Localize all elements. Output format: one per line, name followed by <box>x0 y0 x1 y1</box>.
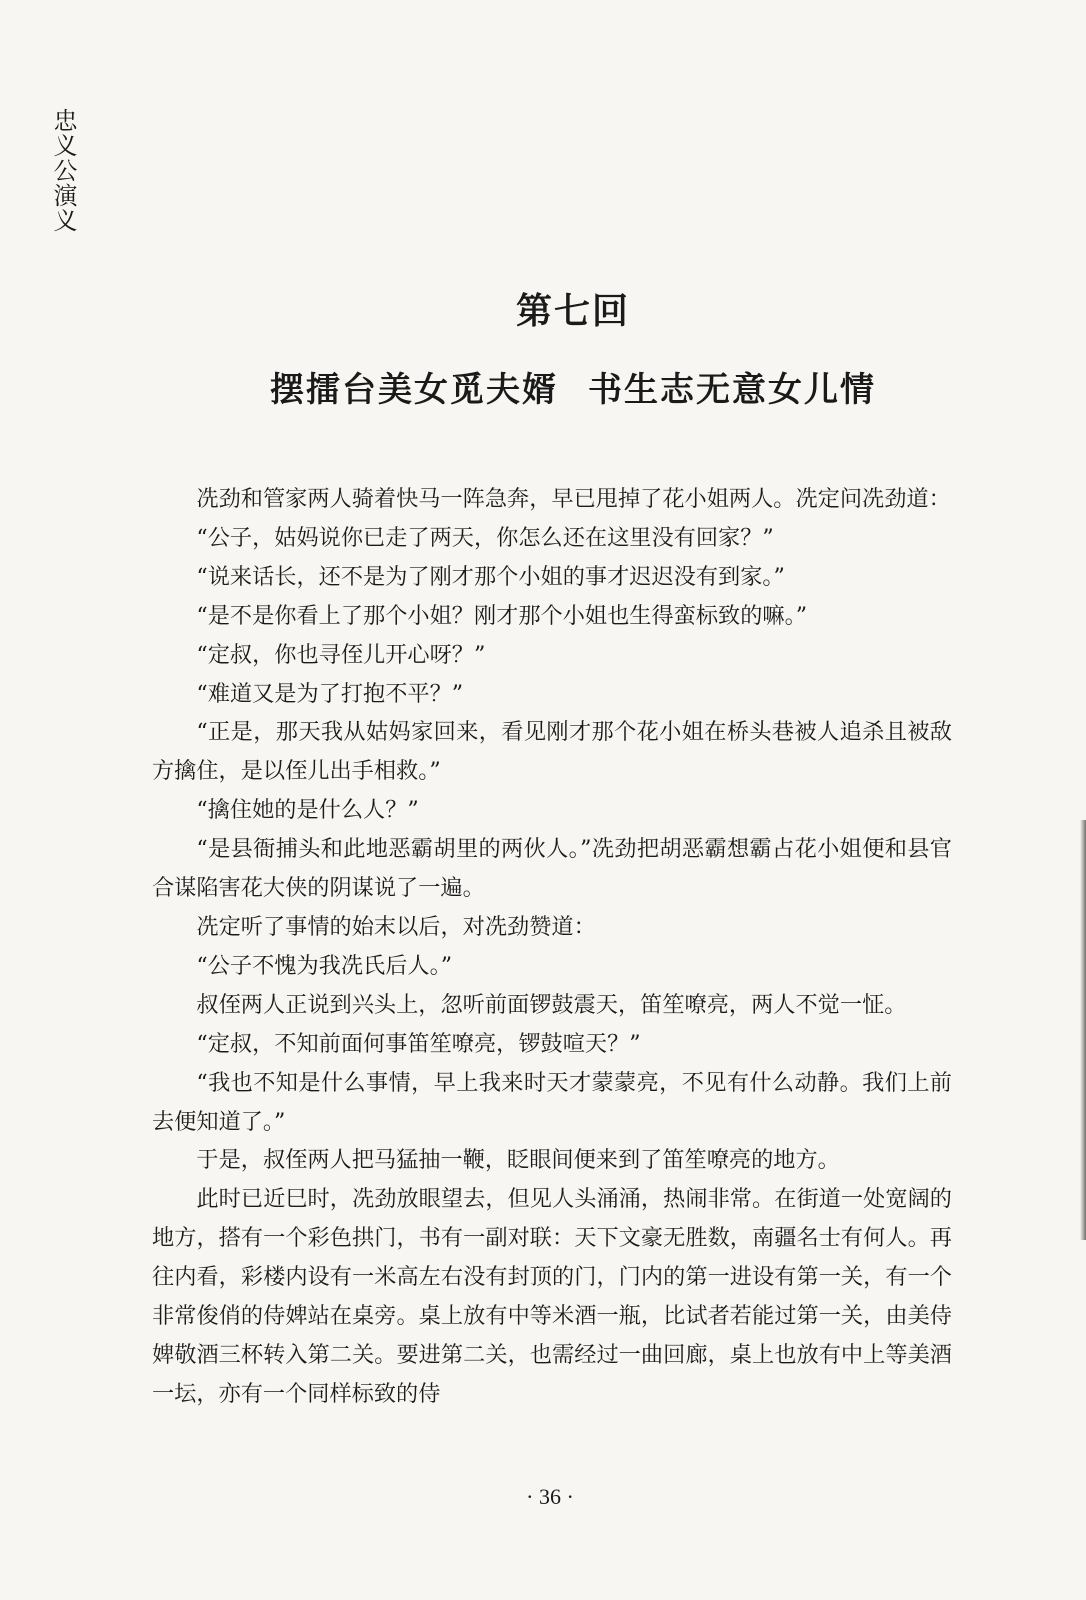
paragraph: “说来话长，还不是为了刚才那个小姐的事才迟迟没有到家。” <box>196 563 785 590</box>
paragraph: “定叔，你也寻侄儿开心呀？” <box>196 641 486 668</box>
paragraph: 冼定听了事情的始末以后，对冼劲赞道： <box>196 913 596 940</box>
paragraph: 此时已近巳时，冼劲放眼望去，但见人头涌涌，热闹非常。在街道一处宽阔的地方，搭有一个彩色拱门，书有一副对联：天下文豪无胜数，南疆名士有何人。再往内看，彩楼内设有一米高左右没有封顶的门，门内的第一进设有第一关，有一个非常俊俏的侍婢站在桌旁。桌上放有中等米酒一瓶，比试者若能过第一关，由美侍婢敬酒三杯转入第二关。要进第二关，也需经过一曲回廊，桌上也放有中上等美酒一坛，亦有一个同样标致的侍 <box>152 1186 952 1407</box>
paragraph: “是不是你看上了那个小姐？刚才那个小姐也生得蛮标致的嘛。” <box>196 602 808 629</box>
chapter-title-right: 书生志无意女儿情 <box>588 370 876 410</box>
paragraph: 叔侄两人正说到兴头上，忽听前面锣鼓震天，笛笙嘹亮，两人不觉一怔。 <box>196 991 907 1018</box>
paragraph: “擒住她的是什么人？” <box>196 797 419 824</box>
paragraph: “难道又是为了打抱不平？” <box>196 680 464 707</box>
paragraph: 于是，叔侄两人把马猛抽一鞭，眨眼间便来到了笛笙嘹亮的地方。 <box>196 1147 840 1174</box>
paragraph: “是县衙捕头和此地恶霸胡里的两伙人。”冼劲把胡恶霸想霸占花小姐便和县官合谋陷害花大侠的阴谋说了一遍。 <box>152 836 952 902</box>
page-number: · 36 · <box>526 1484 574 1509</box>
running-head: 忠义公演义 <box>49 108 77 233</box>
page-edge-shadow <box>1080 820 1086 1240</box>
paragraph: “公子不愧为我冼氏后人。” <box>196 952 453 979</box>
paragraph: “正是，那天我从姑妈家回来，看见刚才那个花小姐在桥头巷被人追杀且被敌方擒住，是以侄儿出手相救。” <box>152 719 952 785</box>
chapter-title-left: 摆擂台美女觅夫婿 <box>270 370 558 410</box>
body-text <box>152 480 952 1414</box>
chapter-number: 第七回 <box>515 290 630 332</box>
paragraph: “我也不知是什么事情，早上我来时天才蒙蒙亮，不见有什么动静。我们上前去便知道了。” <box>152 1069 952 1135</box>
chapter-title <box>0 362 1086 411</box>
paragraph: 冼劲和管家两人骑着快马一阵急奔，早已甩掉了花小姐两人。冼定问冼劲道： <box>196 486 951 512</box>
paragraph: “定叔，不知前面何事笛笙嘹亮，锣鼓喧天？” <box>196 1030 641 1057</box>
paragraph: “公子，姑妈说你已走了两天，你怎么还在这里没有回家？” <box>196 524 774 551</box>
